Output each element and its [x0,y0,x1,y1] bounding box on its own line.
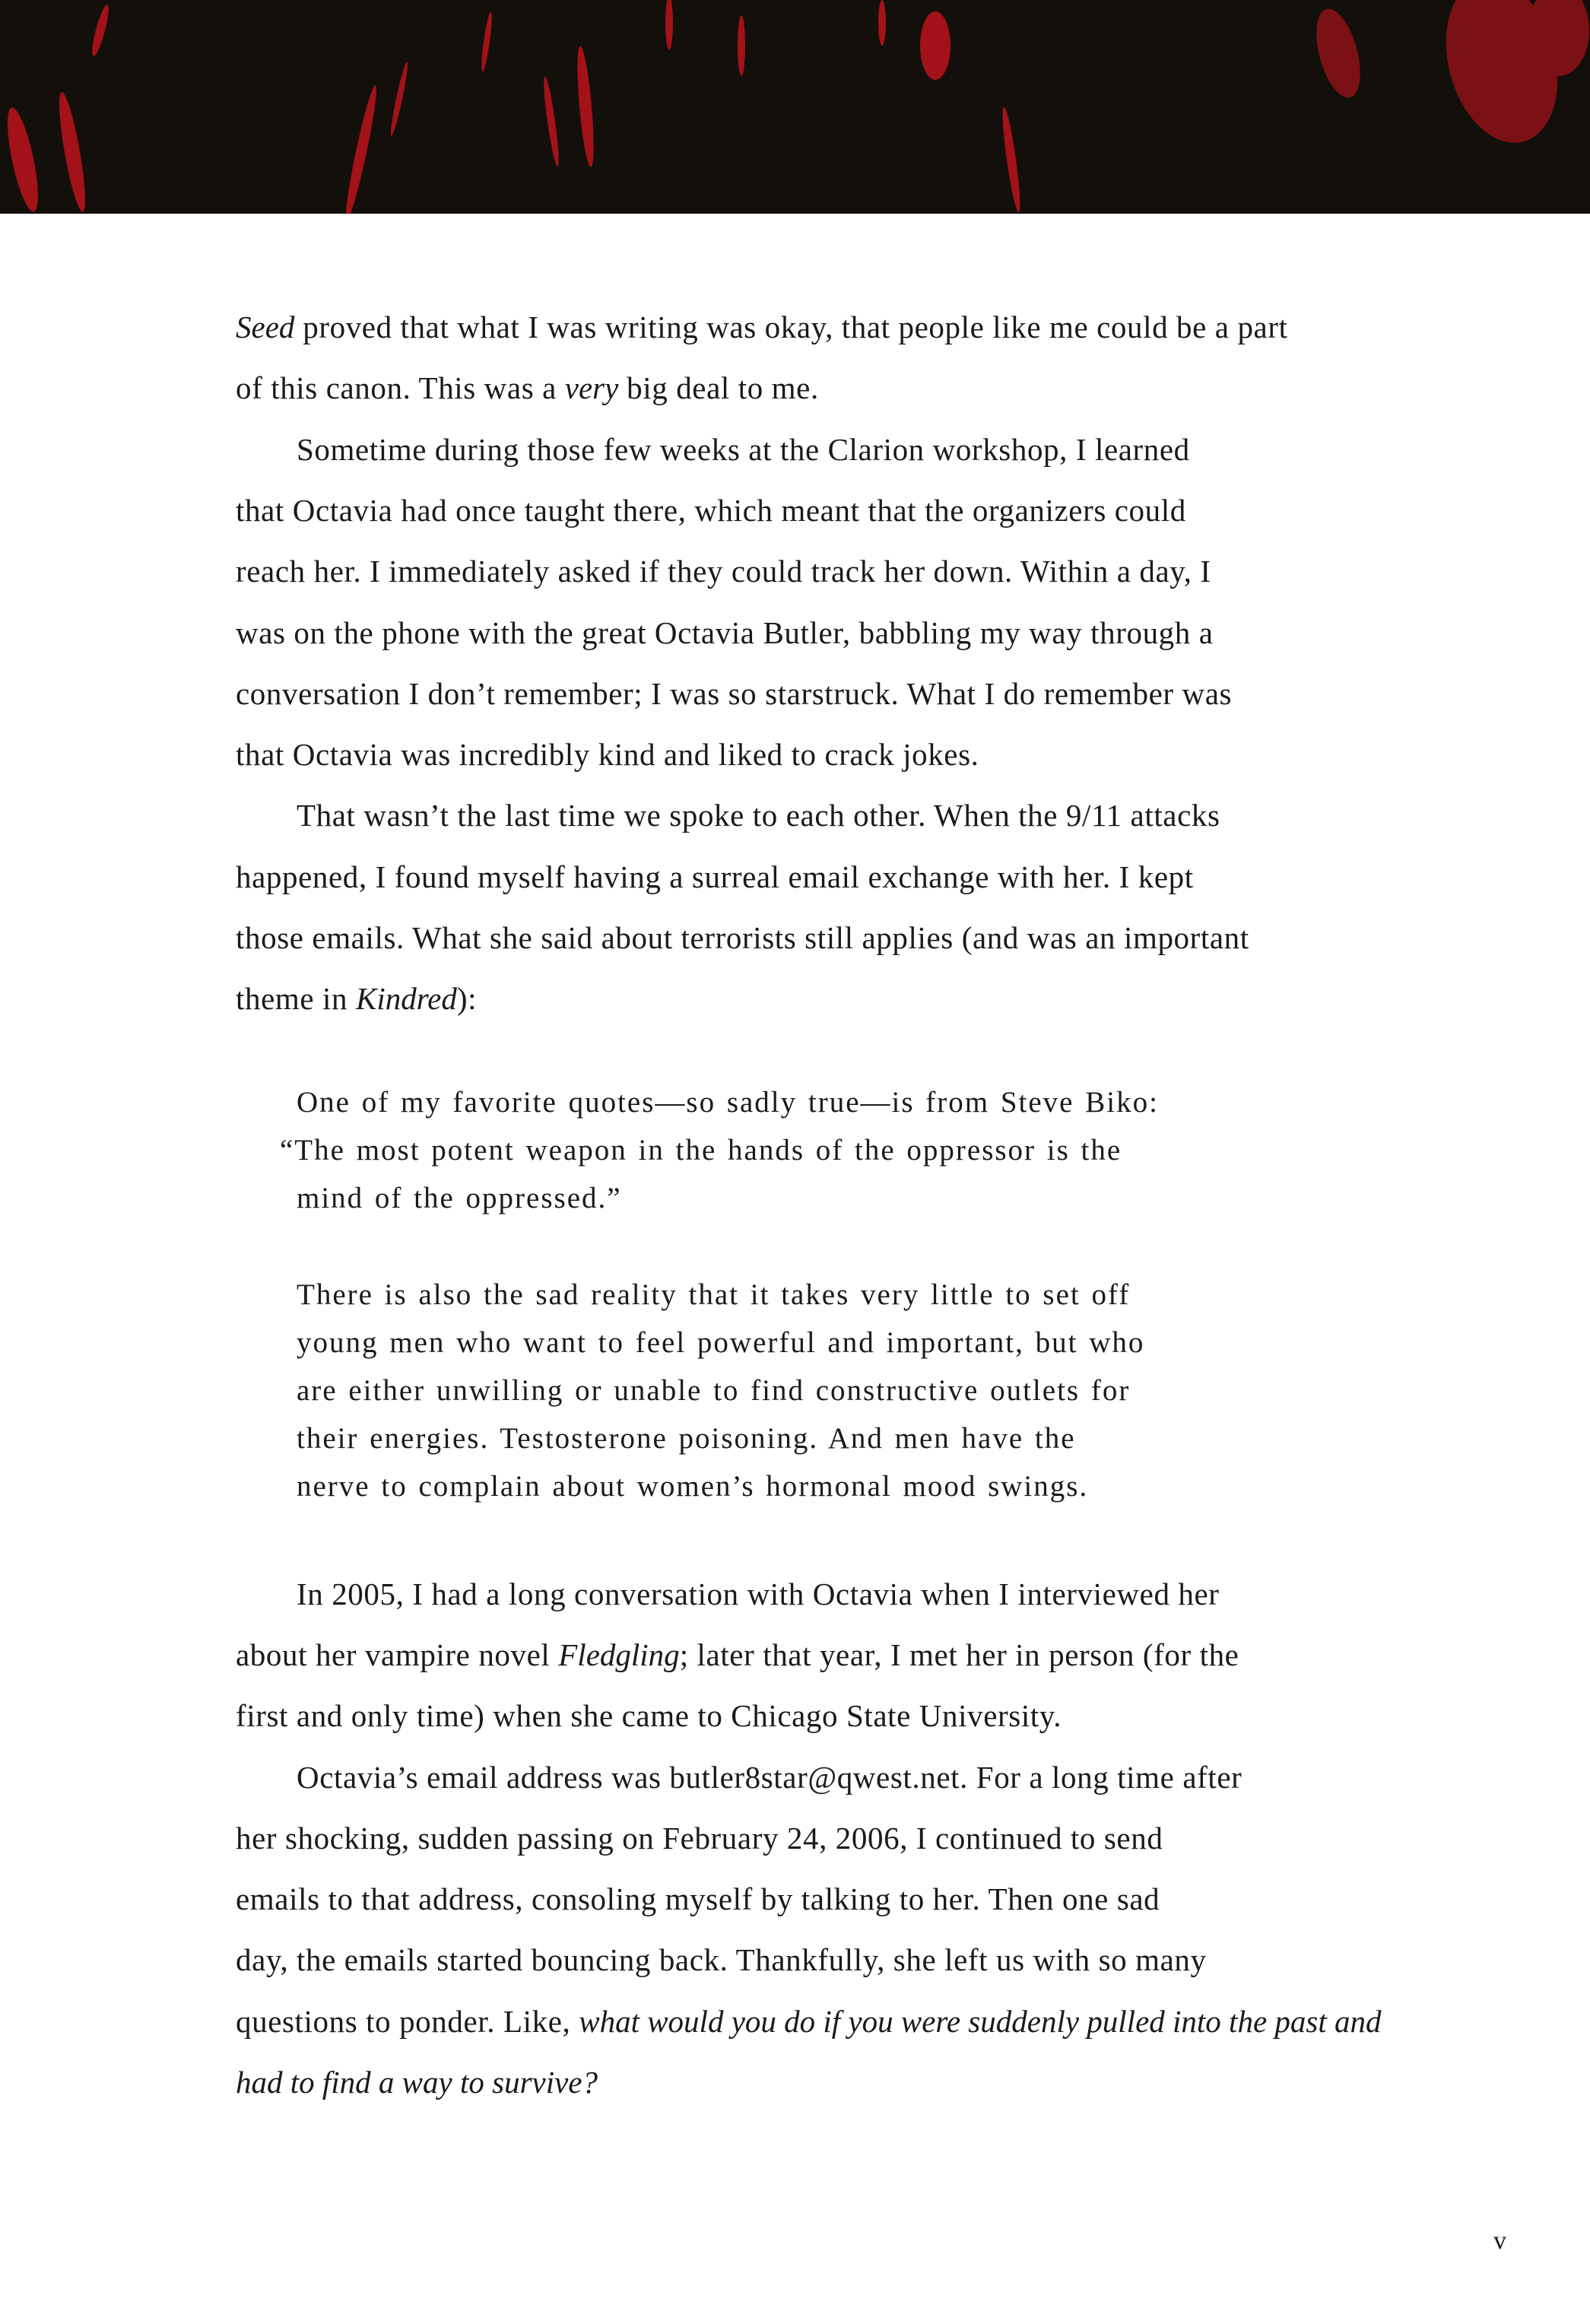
text-run: emails to that address, consoling myself by talking to her. Then one sad [236,1881,1160,1917]
paragraph-line [236,859,1194,894]
red-streak-texture [0,0,1590,214]
block-quote-line [297,1421,1076,1455]
paragraph-line [236,2003,1382,2039]
text-run: questions to ponder. Like, [236,2003,579,2039]
paragraph-line [297,1576,1220,1611]
text-run: those emails. What she said about terrorists still applies (and was an important [236,920,1249,955]
text-run: “The most potent weapon in the hands of the oppressor is the [280,1133,1122,1167]
text-run: conversation I don’t remember; I was so starstruck. What I do remember was [236,675,1233,711]
paragraph-line [236,737,979,773]
italic-text: what would you do if you were suddenly pulled into the past and [579,2003,1382,2039]
paragraph-line [236,981,478,1017]
block-quote-line [297,1328,1144,1357]
paragraph-line [297,431,1190,467]
paragraph-line [236,370,819,406]
paragraph-line [236,1637,1239,1672]
text-run: that Octavia was incredibly kind and liked to crack jokes. [236,737,979,773]
text-run: their energies. Testosterone poisoning. And men have the [297,1421,1076,1455]
text-run: Octavia’s email address was butler8star@qwest.net. For a long time after [297,1759,1242,1795]
paragraph-line [297,800,1220,831]
text-run: That wasn’t the last time we spoke to each other. When the 9/11 attacks [297,798,1220,833]
text-run: big deal to me. [618,370,819,406]
page-number: v [1493,2227,1506,2255]
paragraph-line [236,2067,598,2098]
text-run: first and only time) when she came to Chicago State University. [236,1698,1062,1734]
text-run: One of my favorite quotes—so sadly true—is from Steve Biko: [297,1085,1159,1119]
text-run: nerve to complain about women’s hormonal mood swings. [297,1469,1089,1503]
text-run: of this canon. This was a [236,370,565,406]
block-quote-line [297,1183,622,1213]
text-run: was on the phone with the great Octavia Butler, babbling my way through a [236,614,1214,650]
paragraph-line [236,614,1214,650]
italic-text: very [564,370,619,406]
paragraph-line [236,1881,1160,1917]
text-run: young men who want to feel powerful and important, but who [297,1326,1145,1359]
paragraph-line [236,1942,1207,1978]
block-quote-line [297,1469,1089,1503]
text-run: about her vampire novel [236,1637,559,1672]
text-run: In 2005, I had a long conversation with Octavia when I interviewed her [297,1576,1220,1611]
text-run: Sometime during those few weeks at the Clarion workshop, I learned [297,431,1190,467]
text-run: her shocking, sudden passing on February 24, 2006, I continued to send [236,1820,1163,1856]
italic-text: had to find a way to survive? [236,2065,598,2100]
block-quote-line [297,1087,1159,1117]
paragraph-line [236,1700,1062,1732]
block-quote-line [297,1280,1130,1310]
italic-text: Kindred [355,981,457,1017]
text-run: are either unwilling or unable to find constructive outlets for [297,1373,1131,1407]
paragraph-line [236,312,1288,343]
text-run: There is also the sad reality that it takes very little to set off [297,1278,1131,1311]
paragraph-line [236,492,1186,528]
italic-text: Fledgling [558,1637,680,1672]
text-run: that Octavia had once taught there, which meant that the organizers could [236,492,1186,528]
text-run: day, the emails started bouncing back. Thankfully, she left us with so many [236,1942,1207,1978]
text-run: reach her. I immediately asked if they could track her down. Within a day, I [236,554,1211,589]
paragraph-line [297,1759,1242,1795]
block-quote-line [280,1135,1122,1165]
text-run: theme in [236,981,356,1017]
paragraph-line [236,556,1211,587]
text-run: ; later that year, I met her in person (for the [679,1637,1239,1672]
decorative-header-banner [0,0,1590,214]
text-run: mind of the oppressed.” [297,1181,622,1214]
text-run: happened, I found myself having a surreal email exchange with her. I kept [236,859,1194,894]
block-quote-line [297,1373,1131,1407]
text-run: proved that what I was writing was okay, that people like me could be a part [294,310,1288,344]
italic-text: Seed [236,310,295,344]
paragraph-line [236,675,1233,711]
text-run: ): [456,981,478,1017]
paragraph-line [236,922,1249,954]
paragraph-line [236,1820,1163,1856]
